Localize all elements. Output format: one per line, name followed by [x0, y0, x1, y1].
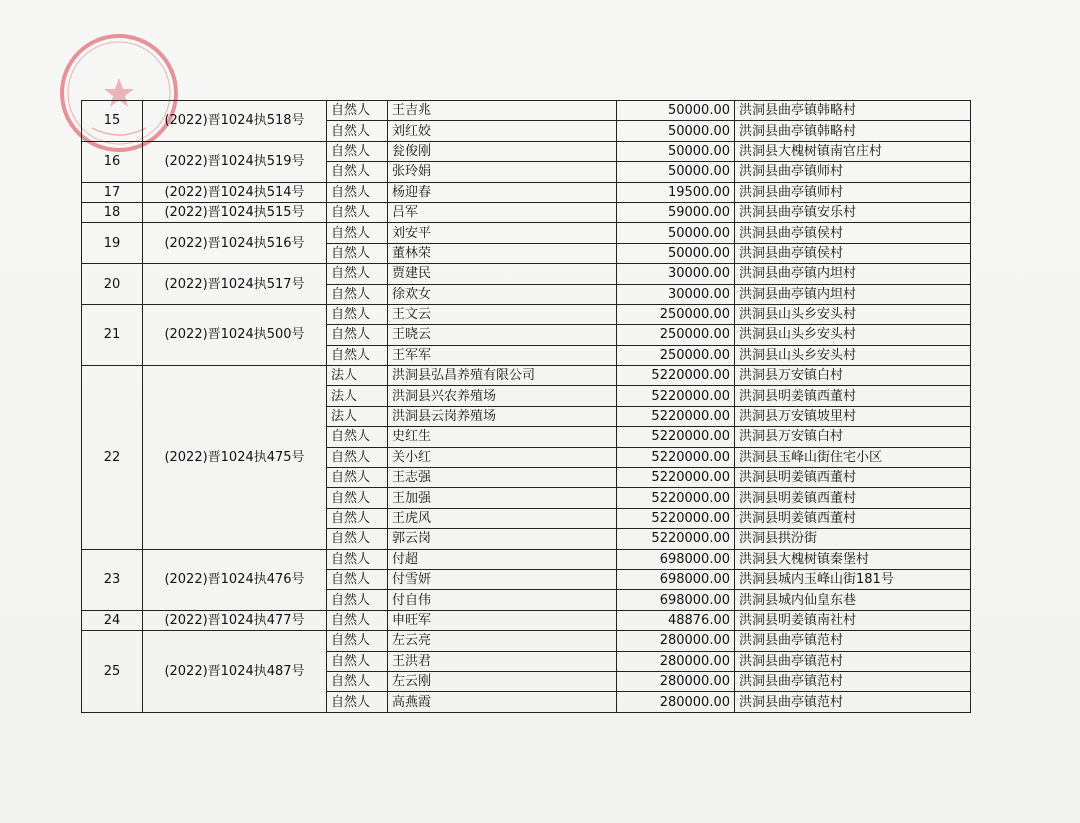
- amount-cell: 30000.00: [617, 284, 735, 304]
- party-type-cell: 自然人: [327, 243, 388, 263]
- serial-number-cell: 17: [82, 182, 143, 202]
- party-type-cell: 自然人: [327, 284, 388, 304]
- party-name-cell: 刘安平: [388, 223, 617, 243]
- serial-number-cell: 16: [82, 141, 143, 182]
- party-name-cell: 王军军: [388, 345, 617, 365]
- party-type-cell: 自然人: [327, 447, 388, 467]
- party-type-cell: 自然人: [327, 569, 388, 589]
- party-type-cell: 自然人: [327, 692, 388, 712]
- amount-cell: 50000.00: [617, 101, 735, 121]
- amount-cell: 5220000.00: [617, 488, 735, 508]
- case-number-cell: (2022)晋1024执516号: [143, 223, 327, 264]
- case-number-cell: (2022)晋1024执475号: [143, 366, 327, 550]
- party-name-cell: 杨迎春: [388, 182, 617, 202]
- amount-cell: 50000.00: [617, 121, 735, 141]
- amount-cell: 5220000.00: [617, 406, 735, 426]
- party-name-cell: 洪洞县云岗养殖场: [388, 406, 617, 426]
- amount-cell: 280000.00: [617, 651, 735, 671]
- roster-body: [82, 101, 971, 713]
- party-type-cell: 自然人: [327, 141, 388, 161]
- address-cell: 洪洞县曲亭镇安乐村: [735, 202, 971, 222]
- party-type-cell: 自然人: [327, 264, 388, 284]
- address-cell: 洪洞县大槐树镇南官庄村: [735, 141, 971, 161]
- table-row: [82, 366, 971, 386]
- serial-number-cell: 19: [82, 223, 143, 264]
- amount-cell: 280000.00: [617, 631, 735, 651]
- serial-number-cell: 25: [82, 631, 143, 713]
- address-cell: 洪洞县城内仙皇东巷: [735, 590, 971, 610]
- address-cell: 洪洞县曲亭镇侯村: [735, 223, 971, 243]
- amount-cell: 5220000.00: [617, 366, 735, 386]
- party-name-cell: 董林荣: [388, 243, 617, 263]
- case-number-cell: (2022)晋1024执500号: [143, 304, 327, 365]
- amount-cell: 698000.00: [617, 590, 735, 610]
- party-name-cell: 王虎风: [388, 508, 617, 528]
- amount-cell: 5220000.00: [617, 508, 735, 528]
- party-name-cell: 贾建民: [388, 264, 617, 284]
- table-row: [82, 264, 971, 284]
- party-type-cell: 法人: [327, 366, 388, 386]
- address-cell: 洪洞县万安镇白村: [735, 366, 971, 386]
- table-row: [82, 631, 971, 651]
- address-cell: 洪洞县曲亭镇师村: [735, 162, 971, 182]
- address-cell: 洪洞县曲亭镇范村: [735, 692, 971, 712]
- party-type-cell: 自然人: [327, 121, 388, 141]
- address-cell: 洪洞县曲亭镇侯村: [735, 243, 971, 263]
- party-name-cell: 关小红: [388, 447, 617, 467]
- amount-cell: 50000.00: [617, 141, 735, 161]
- table-row: [82, 141, 971, 161]
- case-number-cell: (2022)晋1024执476号: [143, 549, 327, 610]
- address-cell: 洪洞县山头乡安头村: [735, 345, 971, 365]
- address-cell: 洪洞县万安镇坡里村: [735, 406, 971, 426]
- table-row: [82, 202, 971, 222]
- case-number-cell: (2022)晋1024执518号: [143, 101, 327, 142]
- table-row: [82, 101, 971, 121]
- party-name-cell: 徐欢女: [388, 284, 617, 304]
- party-type-cell: 自然人: [327, 549, 388, 569]
- party-type-cell: 自然人: [327, 631, 388, 651]
- party-type-cell: 自然人: [327, 488, 388, 508]
- amount-cell: 250000.00: [617, 345, 735, 365]
- party-type-cell: 自然人: [327, 101, 388, 121]
- party-name-cell: 张玲娟: [388, 162, 617, 182]
- address-cell: 洪洞县曲亭镇内坦村: [735, 264, 971, 284]
- party-type-cell: 法人: [327, 406, 388, 426]
- party-name-cell: 付超: [388, 549, 617, 569]
- party-type-cell: 自然人: [327, 671, 388, 691]
- party-name-cell: 洪洞县弘昌养殖有限公司: [388, 366, 617, 386]
- party-type-cell: 自然人: [327, 202, 388, 222]
- address-cell: 洪洞县山头乡安头村: [735, 304, 971, 324]
- case-number-cell: (2022)晋1024执515号: [143, 202, 327, 222]
- party-name-cell: 高燕霞: [388, 692, 617, 712]
- party-type-cell: 自然人: [327, 304, 388, 324]
- party-name-cell: 刘红姣: [388, 121, 617, 141]
- amount-cell: 19500.00: [617, 182, 735, 202]
- address-cell: 洪洞县曲亭镇内坦村: [735, 284, 971, 304]
- case-number-cell: (2022)晋1024执519号: [143, 141, 327, 182]
- address-cell: 洪洞县玉峰山街住宅小区: [735, 447, 971, 467]
- party-type-cell: 自然人: [327, 345, 388, 365]
- party-type-cell: 自然人: [327, 427, 388, 447]
- party-type-cell: 自然人: [327, 610, 388, 630]
- party-type-cell: 自然人: [327, 651, 388, 671]
- amount-cell: 5220000.00: [617, 447, 735, 467]
- address-cell: 洪洞县万安镇白村: [735, 427, 971, 447]
- amount-cell: 50000.00: [617, 162, 735, 182]
- amount-cell: 5220000.00: [617, 386, 735, 406]
- party-type-cell: 自然人: [327, 508, 388, 528]
- address-cell: 洪洞县山头乡安头村: [735, 325, 971, 345]
- party-type-cell: 自然人: [327, 325, 388, 345]
- amount-cell: 30000.00: [617, 264, 735, 284]
- party-name-cell: 吕军: [388, 202, 617, 222]
- amount-cell: 698000.00: [617, 549, 735, 569]
- amount-cell: 5220000.00: [617, 468, 735, 488]
- party-type-cell: 自然人: [327, 529, 388, 549]
- address-cell: 洪洞县明姜镇西董村: [735, 468, 971, 488]
- party-name-cell: 王志强: [388, 468, 617, 488]
- amount-cell: 50000.00: [617, 243, 735, 263]
- case-number-cell: (2022)晋1024执514号: [143, 182, 327, 202]
- party-name-cell: 瓮俊刚: [388, 141, 617, 161]
- amount-cell: 250000.00: [617, 304, 735, 324]
- party-type-cell: 自然人: [327, 223, 388, 243]
- serial-number-cell: 22: [82, 366, 143, 550]
- serial-number-cell: 21: [82, 304, 143, 365]
- table-row: [82, 549, 971, 569]
- table-row: [82, 223, 971, 243]
- amount-cell: 48876.00: [617, 610, 735, 630]
- serial-number-cell: 18: [82, 202, 143, 222]
- amount-cell: 698000.00: [617, 569, 735, 589]
- amount-cell: 280000.00: [617, 692, 735, 712]
- party-name-cell: 王洪君: [388, 651, 617, 671]
- address-cell: 洪洞县大槐树镇秦堡村: [735, 549, 971, 569]
- amount-cell: 5220000.00: [617, 529, 735, 549]
- serial-number-cell: 20: [82, 264, 143, 305]
- party-name-cell: 郭云岗: [388, 529, 617, 549]
- case-number-cell: (2022)晋1024执517号: [143, 264, 327, 305]
- party-type-cell: 自然人: [327, 468, 388, 488]
- address-cell: 洪洞县曲亭镇范村: [735, 671, 971, 691]
- address-cell: 洪洞县曲亭镇范村: [735, 631, 971, 651]
- table-row: [82, 182, 971, 202]
- enforcement-roster-table: [81, 100, 971, 713]
- party-type-cell: 自然人: [327, 162, 388, 182]
- case-number-cell: (2022)晋1024执487号: [143, 631, 327, 713]
- serial-number-cell: 23: [82, 549, 143, 610]
- party-name-cell: 王文云: [388, 304, 617, 324]
- party-name-cell: 洪洞县兴农养殖场: [388, 386, 617, 406]
- table-row: [82, 610, 971, 630]
- address-cell: 洪洞县城内玉峰山街181号: [735, 569, 971, 589]
- party-name-cell: 左云刚: [388, 671, 617, 691]
- party-type-cell: 自然人: [327, 182, 388, 202]
- party-name-cell: 付雪妍: [388, 569, 617, 589]
- party-name-cell: 王加强: [388, 488, 617, 508]
- address-cell: 洪洞县曲亭镇范村: [735, 651, 971, 671]
- serial-number-cell: 15: [82, 101, 143, 142]
- address-cell: 洪洞县明姜镇西董村: [735, 488, 971, 508]
- address-cell: 洪洞县明姜镇西董村: [735, 386, 971, 406]
- address-cell: 洪洞县明姜镇西董村: [735, 508, 971, 528]
- party-type-cell: 自然人: [327, 590, 388, 610]
- party-name-cell: 王晓云: [388, 325, 617, 345]
- amount-cell: 280000.00: [617, 671, 735, 691]
- address-cell: 洪洞县拱汾街: [735, 529, 971, 549]
- serial-number-cell: 24: [82, 610, 143, 630]
- address-cell: 洪洞县曲亭镇师村: [735, 182, 971, 202]
- address-cell: 洪洞县曲亭镇韩略村: [735, 121, 971, 141]
- amount-cell: 5220000.00: [617, 427, 735, 447]
- amount-cell: 250000.00: [617, 325, 735, 345]
- party-name-cell: 付自伟: [388, 590, 617, 610]
- table-row: [82, 304, 971, 324]
- party-name-cell: 王吉兆: [388, 101, 617, 121]
- case-number-cell: (2022)晋1024执477号: [143, 610, 327, 630]
- address-cell: 洪洞县明姜镇南社村: [735, 610, 971, 630]
- party-name-cell: 申旺军: [388, 610, 617, 630]
- party-type-cell: 法人: [327, 386, 388, 406]
- address-cell: 洪洞县曲亭镇韩略村: [735, 101, 971, 121]
- party-name-cell: 左云亮: [388, 631, 617, 651]
- amount-cell: 50000.00: [617, 223, 735, 243]
- party-name-cell: 史红生: [388, 427, 617, 447]
- amount-cell: 59000.00: [617, 202, 735, 222]
